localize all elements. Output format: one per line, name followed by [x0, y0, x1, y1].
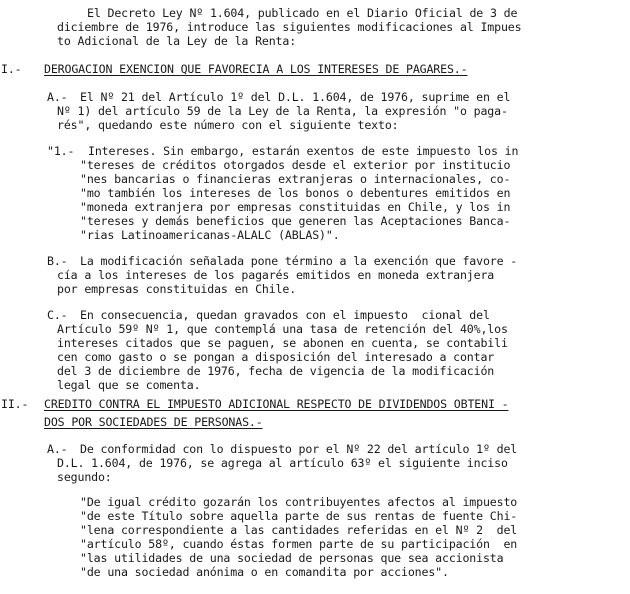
section-1-item-c-label: C.-	[47, 308, 68, 322]
section-1-item-b-line: La modificación señalada pone término a la exención que favore -	[80, 254, 518, 268]
section-1-item-a-line: rés", quedando este número con el siguiente texto:	[57, 118, 399, 132]
quote-2-line: "de este Título sobre aquella parte de sus rentas de fuente Chi-	[80, 509, 518, 523]
section-2-item-a-label: A.-	[47, 442, 68, 456]
section-1-item-b-label: B.-	[47, 254, 68, 268]
quote-2-line: "de una sociedad anónima o en comandita por acciones".	[80, 565, 449, 579]
section-1-item-c-line: legal que se comenta.	[57, 378, 201, 392]
section-2-item-a-line: segundo:	[57, 470, 112, 484]
section-2-title: CREDITO CONTRA EL IMPUESTO ADICIONAL RESPECTO DE DIVIDENDOS OBTENI -	[44, 397, 509, 411]
section-2-title: DOS POR SOCIEDADES DE PERSONAS.-	[44, 415, 263, 429]
quote-2-line: "las utilidades de una sociedad de personas que sea accionista	[80, 551, 504, 565]
intro-line: diciembre de 1976, introduce las siguientes modificaciones al Impues	[57, 20, 522, 34]
section-2-item-a-line: De conformidad con lo dispuesto por el Nº 22 del artículo 1º del	[80, 442, 518, 456]
quote-1-line: "tereses y demás beneficios que generen las Aceptaciones Banca-	[80, 214, 511, 228]
section-1-item-c-line: cen como gasto o se pongan a disposición del interesado a contar	[57, 350, 495, 364]
quote-1-line: Intereses. Sin embargo, estarán exentos de este impuesto los in	[88, 144, 519, 158]
section-2-number: II.-	[1, 397, 29, 411]
section-1-item-c-line: Artículo 59º Nº 1, que contemplá una tasa de retención del 40%,los	[57, 322, 508, 336]
quote-2-line: "lena correspondiente a las cantidades referidas en el Nº 2 del	[80, 523, 518, 537]
intro-line: El Decreto Ley Nº 1.604, publicado en el Diario Oficial de 3 de	[87, 6, 518, 20]
section-2-item-a-line: D.L. 1.604, de 1976, se agrega al artículo 63º el siguiente inciso	[57, 456, 508, 470]
quote-1-line: "tereses de créditos otorgados desde el exterior por institucio	[80, 158, 511, 172]
section-1-item-c-line: del 3 de diciembre de 1976, fecha de vigencia de la modificación	[57, 364, 495, 378]
section-1-title: DEROGACION EXENCION QUE FAVORECIA A LOS INTERESES DE PAGARES.-	[44, 62, 468, 76]
quote-1-line: "rias Latinoamericanas-ALALC (ABLAS)".	[80, 228, 340, 242]
section-1-item-b-line: por empresas constituidas en Chile.	[57, 282, 297, 296]
section-1-item-c-line: intereses citados que se paguen, se abonen en cuenta, se contabili	[57, 336, 508, 350]
quote-1-line: "moneda extranjera por empresas constituidas en Chile, y los in	[80, 200, 511, 214]
section-1-item-a-label: A.-	[47, 90, 68, 104]
quote-2-line: "De igual crédito gozarán los contribuyentes afectos al impuesto	[80, 495, 518, 509]
quote-1-line: "mo también los intereses de los bonos o debentures emitidos en	[80, 186, 511, 200]
quote-1-label: "1.-	[47, 144, 75, 158]
quote-2-line: "artículo 58º, cuando éstas formen parte de su participación en	[80, 537, 518, 551]
section-1-item-c-line: En consecuencia, quedan gravados con el impuesto cional del	[80, 308, 490, 322]
section-1-item-a-line: El Nº 21 del Artículo 1º del D.L. 1.604, de 1976, suprime en el	[80, 90, 511, 104]
section-1-item-a-line: Nº 1) del artículo 59 de la Ley de la Renta, la expresión "o paga-	[57, 104, 508, 118]
section-1-number: I.-	[1, 62, 22, 76]
section-1-item-b-line: cía a los intereses de los pagarés emitidos en moneda extranjera	[57, 268, 495, 282]
quote-1-line: "nes bancarias o financieras extranjeras o internacionales, co-	[80, 172, 511, 186]
intro-line: to Adicional de la Ley de la Renta:	[57, 34, 297, 48]
